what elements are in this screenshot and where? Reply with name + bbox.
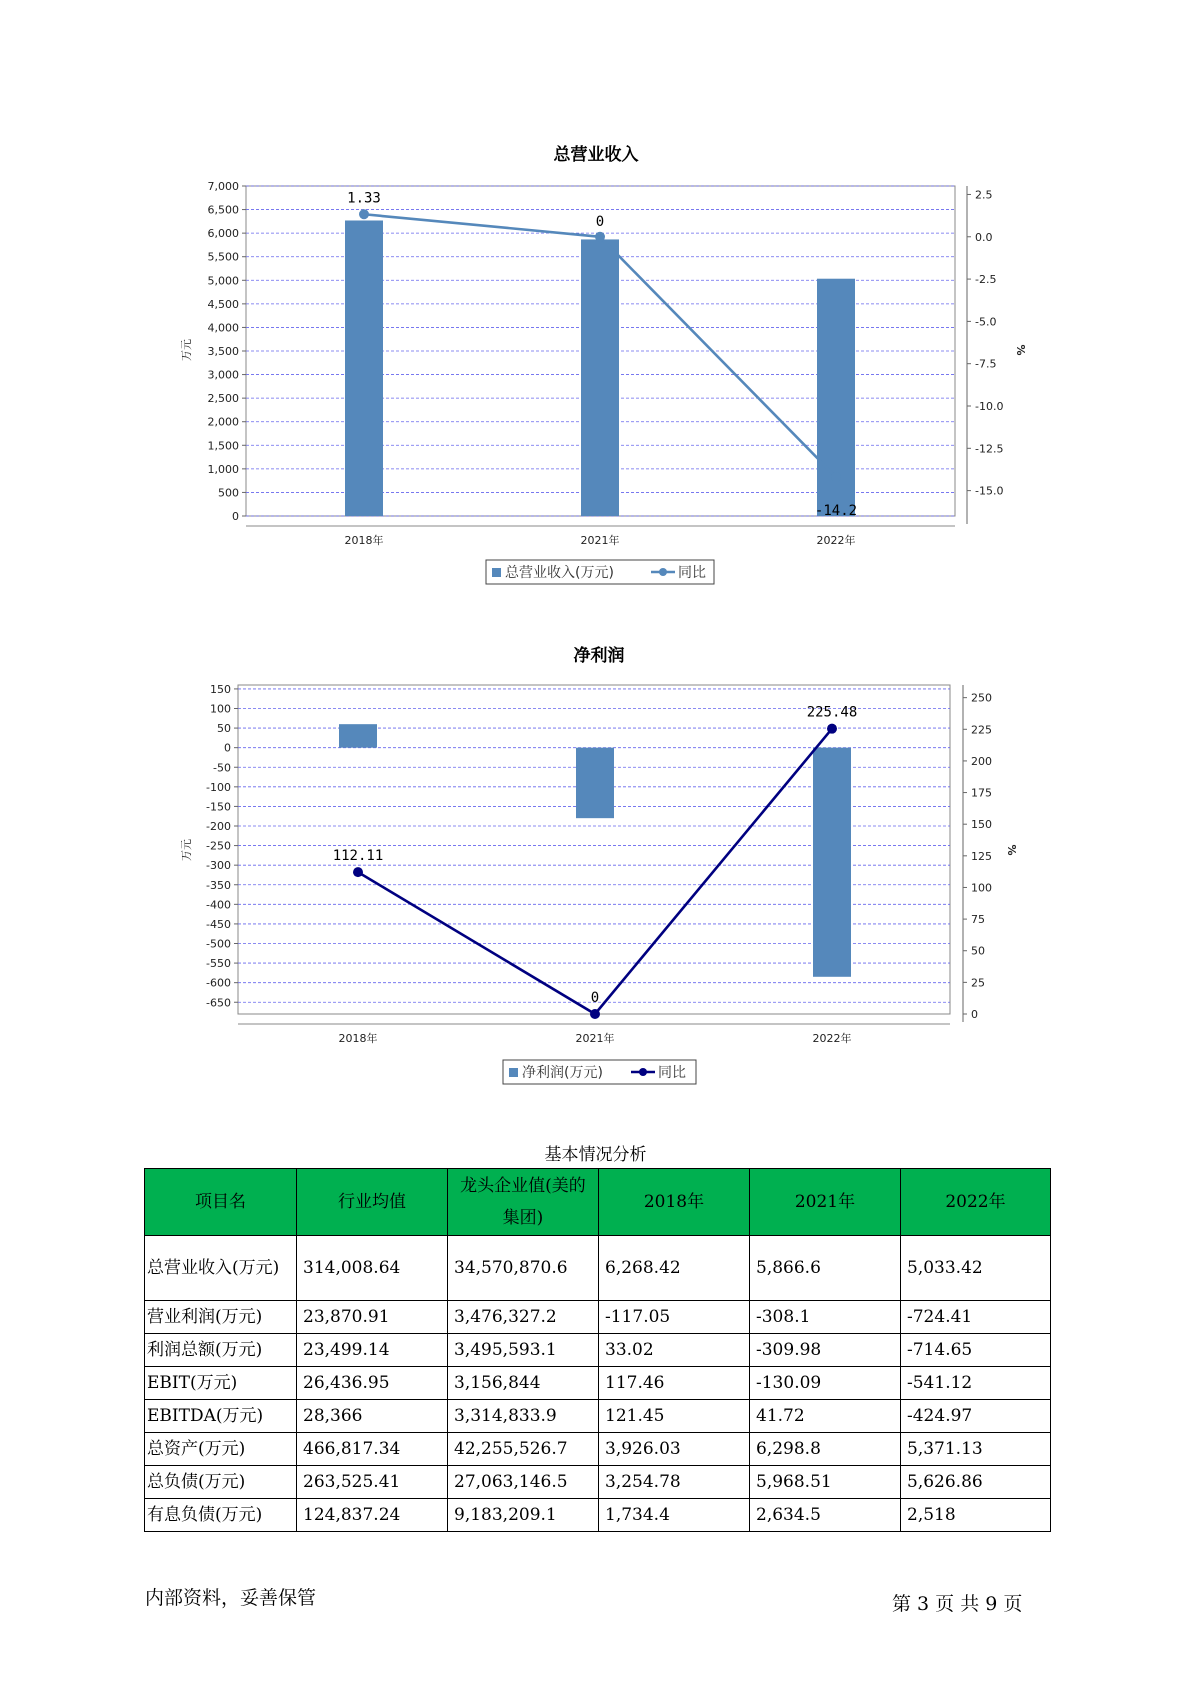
y-axis-label: 万元 (180, 339, 193, 361)
table-cell: 5,866.6 (750, 1236, 901, 1301)
y-tick-label: -100 (206, 780, 231, 794)
header-item-name: 项目名 (145, 1169, 297, 1236)
bar (345, 220, 383, 516)
yoy-point (831, 472, 841, 482)
y2-tick-label: -15.0 (975, 484, 1004, 498)
yoy-point (359, 209, 369, 219)
y2-axis-label: % (1005, 844, 1018, 856)
y2-tick-label: 25 (971, 976, 985, 990)
table-cell: 3,314,833.9 (448, 1400, 599, 1433)
y-tick-label: -350 (206, 878, 231, 892)
legend-bar-label: 总营业收入(万元) (505, 565, 614, 581)
y-tick-label: 500 (218, 486, 239, 500)
legend-line-label: 同比 (658, 1065, 686, 1081)
y-tick-label: 5,500 (207, 250, 239, 264)
y-tick-label: 2,000 (207, 415, 239, 429)
data-label: 225.48 (806, 704, 858, 721)
table-cell: 27,063,146.5 (448, 1466, 599, 1499)
header-2021: 2021年 (750, 1169, 901, 1236)
table-cell: 28,366 (297, 1400, 448, 1433)
y-tick-label: 100 (210, 702, 231, 716)
row-label-cell: 营业利润(万元) (145, 1301, 297, 1334)
table-cell: 3,254.78 (599, 1466, 750, 1499)
y2-tick-label: -10.0 (975, 400, 1004, 413)
table-cell: 3,926.03 (599, 1433, 750, 1466)
y-tick-label: 2,500 (207, 392, 239, 406)
x-tick-label: 2022年 (816, 534, 856, 547)
x-tick-label: 2018年 (338, 1032, 378, 1045)
table-cell: 5,968.51 (750, 1466, 901, 1499)
table-row (145, 1334, 1051, 1367)
table-row (145, 1236, 1051, 1301)
table-cell: 466,817.34 (297, 1433, 448, 1466)
table-cell: 5,371.13 (901, 1433, 1051, 1466)
y-tick-label: 4,500 (207, 297, 239, 311)
y2-tick-label: 0.0 (975, 230, 993, 244)
row-label-cell: 总营业收入(万元) (145, 1236, 297, 1301)
x-tick-label: 2021年 (580, 534, 620, 547)
yoy-point (827, 724, 837, 734)
table-cell: -714.65 (901, 1334, 1051, 1367)
y2-tick-label: 125 (971, 849, 992, 863)
y-tick-label: 1,000 (207, 462, 239, 476)
bar (813, 748, 851, 977)
table-cell: 124,837.24 (297, 1499, 448, 1532)
y2-tick-label: -7.5 (975, 357, 997, 371)
table-cell: -130.09 (750, 1367, 901, 1400)
header-2018: 2018年 (599, 1169, 750, 1236)
bar (339, 724, 377, 748)
table-cell: 3,495,593.1 (448, 1334, 599, 1367)
row-label-cell: 总负债(万元) (145, 1466, 297, 1499)
y-tick-label: 3,000 (207, 368, 239, 382)
y-tick-label: -250 (206, 839, 231, 853)
table-row (145, 1367, 1051, 1400)
table-cell: -308.1 (750, 1301, 901, 1334)
header-industry-average: 行业均值 (297, 1169, 448, 1236)
y-tick-label: 0 (224, 741, 231, 755)
net-profit-chart (0, 630, 1191, 1100)
table-cell: -724.41 (901, 1301, 1051, 1334)
y-axis-label: 万元 (180, 839, 193, 861)
row-label-cell: 总资产(万元) (145, 1433, 297, 1466)
x-tick-label: 2022年 (812, 1032, 852, 1045)
table-row (145, 1301, 1051, 1334)
y-tick-label: -650 (206, 996, 231, 1010)
table-row (145, 1400, 1051, 1433)
y-tick-label: 50 (217, 722, 231, 736)
y-tick-label: -200 (206, 820, 231, 833)
table-cell: -541.12 (901, 1367, 1051, 1400)
legend-bar-swatch (509, 1068, 518, 1077)
legend-line-marker (659, 568, 667, 576)
table-cell: 9,183,209.1 (448, 1499, 599, 1532)
table-cell: 42,255,526.7 (448, 1433, 599, 1466)
bar (581, 239, 619, 516)
yoy-point (595, 232, 605, 242)
y-tick-label: 4,000 (207, 321, 239, 335)
row-label-cell: EBIT(万元) (145, 1367, 297, 1400)
y-tick-label: 7,000 (207, 180, 239, 193)
y-tick-label: -150 (206, 800, 231, 814)
table-row (145, 1433, 1051, 1466)
footer-page-number: 第 3 页 共 9 页 (892, 1593, 1023, 1615)
table-caption: 基本情况分析 (544, 1145, 647, 1165)
y2-tick-label: 150 (971, 818, 992, 832)
row-label-cell: 有息负债(万元) (145, 1499, 297, 1532)
y-tick-label: 3,500 (207, 345, 239, 358)
table-cell: 3,156,844 (448, 1367, 599, 1400)
y2-tick-label: 50 (971, 944, 985, 958)
y2-tick-label: -5.0 (975, 315, 997, 329)
y2-tick-label: 0 (971, 1008, 978, 1021)
table-cell: -424.97 (901, 1400, 1051, 1433)
revenue-chart (0, 130, 1191, 600)
y-tick-label: 1,500 (207, 439, 239, 453)
table-row (145, 1499, 1051, 1532)
table-cell: 3,476,327.2 (448, 1301, 599, 1334)
legend-bar-swatch (492, 568, 501, 577)
y-tick-label: -600 (206, 976, 231, 990)
table-cell: 263,525.41 (297, 1466, 448, 1499)
yoy-point (353, 867, 363, 877)
header-leader-value: 龙头企业值(美的集团) (448, 1169, 599, 1236)
table-cell: 1,734.4 (599, 1499, 750, 1532)
table-cell: -117.05 (599, 1301, 750, 1334)
x-tick-label: 2021年 (575, 1032, 615, 1045)
x-tick-label: 2018年 (344, 534, 384, 547)
legend-bar-label: 净利润(万元) (522, 1065, 603, 1081)
y-tick-label: -450 (206, 917, 231, 931)
y2-tick-label: 75 (971, 913, 985, 927)
chart-title: 净利润 (573, 646, 625, 666)
table-cell: -309.98 (750, 1334, 901, 1367)
y-tick-label: -500 (206, 937, 231, 951)
header-2022: 2022年 (901, 1169, 1051, 1236)
y2-tick-label: 2.5 (975, 188, 993, 202)
y-tick-label: 6,500 (207, 203, 239, 217)
data-label: 112.11 (332, 848, 384, 865)
row-label-cell: 利润总额(万元) (145, 1334, 297, 1367)
y2-tick-label: 175 (971, 786, 992, 800)
table-cell: 5,033.42 (901, 1236, 1051, 1301)
chart-title: 总营业收入 (553, 145, 639, 165)
table-cell: 26,436.95 (297, 1367, 448, 1400)
y-tick-label: -550 (206, 957, 231, 971)
table-cell: 121.45 (599, 1400, 750, 1433)
y2-axis-label: % (1014, 344, 1027, 356)
legend-line-label: 同比 (678, 565, 706, 581)
table-cell: 23,499.14 (297, 1334, 448, 1367)
y2-tick-label: 225 (971, 723, 992, 737)
y-tick-label: 0 (232, 510, 239, 523)
table-cell: 6,268.42 (599, 1236, 750, 1301)
data-label: 0 (595, 213, 605, 230)
basic-analysis-table (144, 1168, 1051, 1532)
table-header-row (145, 1169, 1051, 1236)
y2-tick-label: 100 (971, 881, 992, 895)
row-label-cell: EBITDA(万元) (145, 1400, 297, 1433)
y-tick-label: 150 (210, 682, 231, 696)
y-tick-label: 5,000 (207, 274, 239, 288)
data-label: 0 (590, 990, 600, 1006)
y2-tick-label: 200 (971, 754, 992, 768)
table-cell: 23,870.91 (297, 1301, 448, 1334)
y2-tick-label: -12.5 (975, 442, 1004, 456)
table-cell: 2,634.5 (750, 1499, 901, 1532)
table-cell: 117.46 (599, 1367, 750, 1400)
legend-line-marker (639, 1068, 647, 1076)
y2-tick-label: -2.5 (975, 273, 997, 287)
y2-tick-label: 250 (971, 691, 992, 705)
table-cell: 41.72 (750, 1400, 901, 1433)
table-row (145, 1466, 1051, 1499)
y-tick-label: -400 (206, 898, 231, 912)
table-cell: 6,298.8 (750, 1433, 901, 1466)
footer-confidential-note: 内部资料，妥善保管 (145, 1587, 317, 1609)
table-cell: 34,570,870.6 (448, 1236, 599, 1301)
y-tick-label: -50 (213, 761, 231, 775)
y-tick-label: 6,000 (207, 227, 239, 241)
table-cell: 2,518 (901, 1499, 1051, 1532)
table-cell: 5,626.86 (901, 1466, 1051, 1499)
data-label: -14.2 (814, 503, 858, 520)
yoy-point (590, 1009, 600, 1019)
y-tick-label: -300 (206, 859, 231, 873)
table-cell: 314,008.64 (297, 1236, 448, 1301)
table-cell: 33.02 (599, 1334, 750, 1367)
bar (576, 748, 614, 818)
data-label: 1.33 (347, 190, 381, 207)
